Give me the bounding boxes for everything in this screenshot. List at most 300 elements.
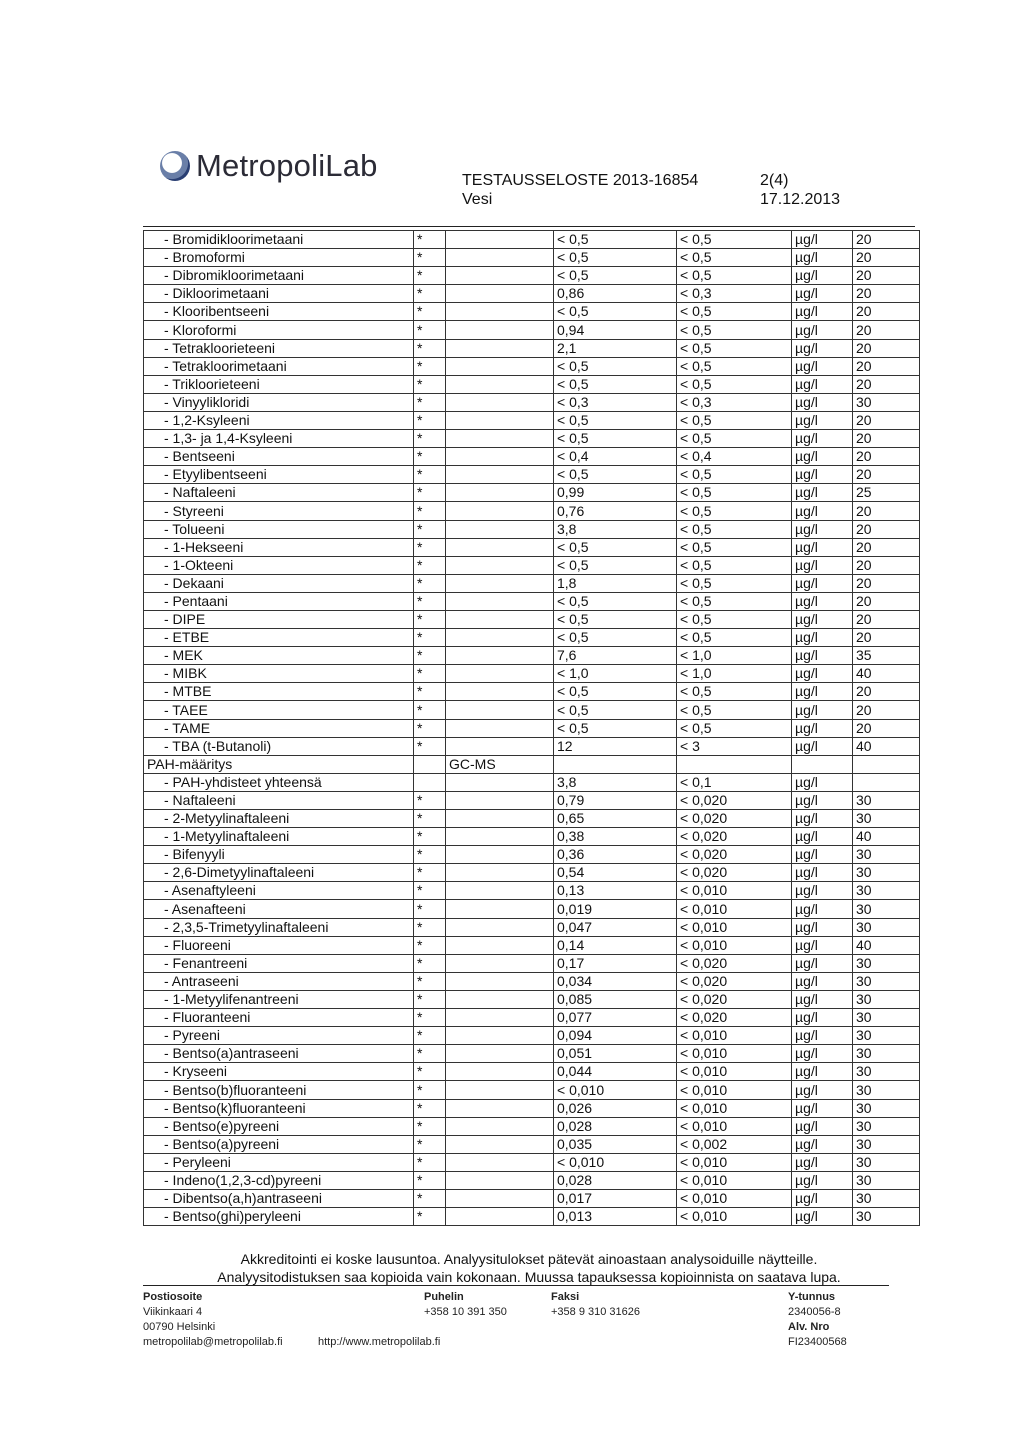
analyte-name: - 1-Okteeni bbox=[144, 556, 414, 574]
analyte-name: - Dekaani bbox=[144, 574, 414, 592]
unit-cell: µg/l bbox=[792, 520, 853, 538]
accreditation-flag: * bbox=[414, 990, 446, 1008]
detection-limit: < 0,010 bbox=[677, 1081, 792, 1099]
accreditation-flag: * bbox=[414, 1208, 446, 1226]
result-value: < 0,5 bbox=[554, 249, 677, 267]
result-value: < 0,5 bbox=[554, 357, 677, 375]
analyte-name: - Naftaleeni bbox=[144, 791, 414, 809]
analyte-name: - Pentaani bbox=[144, 592, 414, 610]
analyte-name: - Kloroformi bbox=[144, 321, 414, 339]
uncertainty-percent: 30 bbox=[853, 1208, 920, 1226]
detection-limit: < 0,5 bbox=[677, 321, 792, 339]
result-value: 2,1 bbox=[554, 339, 677, 357]
analyte-name: - 1-Hekseeni bbox=[144, 538, 414, 556]
analyte-name: PAH-määritys bbox=[144, 755, 414, 773]
method-cell bbox=[446, 990, 554, 1008]
table-row bbox=[144, 719, 920, 737]
result-value: 0,76 bbox=[554, 502, 677, 520]
results-table-body bbox=[144, 231, 920, 1226]
unit-cell: µg/l bbox=[792, 846, 853, 864]
result-value: 0,017 bbox=[554, 1189, 677, 1207]
analyte-name: - Tetrakloorimetaani bbox=[144, 357, 414, 375]
table-row bbox=[144, 303, 920, 321]
uncertainty-percent: 30 bbox=[853, 864, 920, 882]
uncertainty-percent: 35 bbox=[853, 647, 920, 665]
footer-phone bbox=[424, 1290, 507, 1320]
method-cell bbox=[446, 828, 554, 846]
uncertainty-percent: 20 bbox=[853, 719, 920, 737]
detection-limit: < 0,002 bbox=[677, 1135, 792, 1153]
table-row bbox=[144, 1135, 920, 1153]
email-link[interactable]: metropolilab@metropolilab.fi bbox=[143, 1336, 283, 1348]
table-row bbox=[144, 1009, 920, 1027]
accreditation-flag: * bbox=[414, 285, 446, 303]
table-row bbox=[144, 629, 920, 647]
result-value: < 0,5 bbox=[554, 538, 677, 556]
uncertainty-percent: 20 bbox=[853, 538, 920, 556]
detection-limit: < 0,5 bbox=[677, 411, 792, 429]
result-value: < 0,010 bbox=[554, 1081, 677, 1099]
uncertainty-percent: 25 bbox=[853, 484, 920, 502]
detection-limit: < 0,010 bbox=[677, 1117, 792, 1135]
method-cell bbox=[446, 448, 554, 466]
analyte-name: - Bifenyyli bbox=[144, 846, 414, 864]
unit-cell: µg/l bbox=[792, 484, 853, 502]
result-value bbox=[554, 755, 677, 773]
table-row bbox=[144, 502, 920, 520]
uncertainty-percent: 20 bbox=[853, 629, 920, 647]
unit-cell: µg/l bbox=[792, 411, 853, 429]
unit-cell: µg/l bbox=[792, 448, 853, 466]
result-value: 0,54 bbox=[554, 864, 677, 882]
analyte-name: - DIPE bbox=[144, 610, 414, 628]
accreditation-flag: * bbox=[414, 1009, 446, 1027]
method-cell bbox=[446, 1189, 554, 1207]
analyte-name: - TAME bbox=[144, 719, 414, 737]
accreditation-flag bbox=[414, 755, 446, 773]
detection-limit: < 0,5 bbox=[677, 484, 792, 502]
uncertainty-percent: 20 bbox=[853, 701, 920, 719]
accreditation-flag: * bbox=[414, 936, 446, 954]
result-value: 0,051 bbox=[554, 1045, 677, 1063]
unit-cell: µg/l bbox=[792, 1081, 853, 1099]
analyte-name: - MTBE bbox=[144, 683, 414, 701]
fax-number: +358 9 310 31626 bbox=[551, 1306, 641, 1318]
unit-cell: µg/l bbox=[792, 737, 853, 755]
detection-limit: < 0,010 bbox=[677, 900, 792, 918]
unit-cell: µg/l bbox=[792, 900, 853, 918]
accreditation-flag: * bbox=[414, 484, 446, 502]
method-cell bbox=[446, 556, 554, 574]
result-value: 0,36 bbox=[554, 846, 677, 864]
footer-fax bbox=[551, 1290, 640, 1320]
method-cell bbox=[446, 1117, 554, 1135]
method-cell: GC-MS bbox=[446, 755, 554, 773]
detection-limit: < 0,010 bbox=[677, 1208, 792, 1226]
result-value: 0,094 bbox=[554, 1027, 677, 1045]
method-cell bbox=[446, 864, 554, 882]
table-row bbox=[144, 647, 920, 665]
accreditation-flag: * bbox=[414, 1081, 446, 1099]
postiosoite-label: Postiosoite bbox=[143, 1291, 203, 1303]
analyte-name: - Bromidikloorimetaani bbox=[144, 231, 414, 249]
result-value: < 0,5 bbox=[554, 629, 677, 647]
analyte-name: - 2,6-Dimetyylinaftaleeni bbox=[144, 864, 414, 882]
table-row bbox=[144, 900, 920, 918]
method-cell bbox=[446, 357, 554, 375]
table-row bbox=[144, 357, 920, 375]
detection-limit: < 0,5 bbox=[677, 430, 792, 448]
table-row bbox=[144, 1063, 920, 1081]
detection-limit: < 0,010 bbox=[677, 1045, 792, 1063]
unit-cell: µg/l bbox=[792, 321, 853, 339]
detection-limit: < 0,010 bbox=[677, 1189, 792, 1207]
footer-company-ids bbox=[788, 1290, 847, 1350]
analyte-name: - PAH-yhdisteet yhteensä bbox=[144, 773, 414, 791]
accreditation-flag: * bbox=[414, 267, 446, 285]
page-number: 2(4) bbox=[760, 172, 789, 189]
report-title: TESTAUSSELOSTE 2013-16854 bbox=[462, 172, 699, 189]
unit-cell: µg/l bbox=[792, 972, 853, 990]
method-cell bbox=[446, 647, 554, 665]
analyte-name: - Bentso(a)pyreeni bbox=[144, 1135, 414, 1153]
uncertainty-percent: 20 bbox=[853, 303, 920, 321]
result-value: < 0,5 bbox=[554, 466, 677, 484]
method-cell bbox=[446, 321, 554, 339]
detection-limit: < 0,5 bbox=[677, 357, 792, 375]
unit-cell: µg/l bbox=[792, 1171, 853, 1189]
table-row bbox=[144, 538, 920, 556]
method-cell bbox=[446, 502, 554, 520]
detection-limit: < 0,020 bbox=[677, 990, 792, 1008]
analyte-name: - Dibromikloorimetaani bbox=[144, 267, 414, 285]
detection-limit: < 0,020 bbox=[677, 954, 792, 972]
unit-cell: µg/l bbox=[792, 339, 853, 357]
detection-limit: < 0,010 bbox=[677, 936, 792, 954]
accreditation-flag: * bbox=[414, 339, 446, 357]
detection-limit bbox=[677, 755, 792, 773]
result-value: 3,8 bbox=[554, 773, 677, 791]
analyte-name: - Bromoformi bbox=[144, 249, 414, 267]
analyte-name: - Asenafteeni bbox=[144, 900, 414, 918]
table-row bbox=[144, 1189, 920, 1207]
result-value: 0,013 bbox=[554, 1208, 677, 1226]
accreditation-flag: * bbox=[414, 1135, 446, 1153]
analyte-name: - 2,3,5-Trimetyylinaftaleeni bbox=[144, 918, 414, 936]
puhelin-label: Puhelin bbox=[424, 1291, 464, 1303]
unit-cell: µg/l bbox=[792, 990, 853, 1008]
table-row bbox=[144, 701, 920, 719]
uncertainty-percent: 30 bbox=[853, 1009, 920, 1027]
uncertainty-percent bbox=[853, 773, 920, 791]
accreditation-flag: * bbox=[414, 719, 446, 737]
method-cell bbox=[446, 267, 554, 285]
table-row bbox=[144, 610, 920, 628]
accreditation-flag: * bbox=[414, 1027, 446, 1045]
result-value: 0,085 bbox=[554, 990, 677, 1008]
accreditation-flag: * bbox=[414, 393, 446, 411]
detection-limit: < 0,010 bbox=[677, 918, 792, 936]
analyte-name: - Fenantreeni bbox=[144, 954, 414, 972]
uncertainty-percent: 20 bbox=[853, 466, 920, 484]
result-value: < 0,5 bbox=[554, 592, 677, 610]
method-cell bbox=[446, 574, 554, 592]
accreditation-flag: * bbox=[414, 303, 446, 321]
unit-cell: µg/l bbox=[792, 267, 853, 285]
logo-text: MetropoliLab bbox=[196, 148, 378, 183]
analyte-name: - Dibentso(a,h)antraseeni bbox=[144, 1189, 414, 1207]
unit-cell: µg/l bbox=[792, 249, 853, 267]
method-cell bbox=[446, 231, 554, 249]
table-row bbox=[144, 683, 920, 701]
detection-limit: < 0,3 bbox=[677, 393, 792, 411]
accreditation-flag: * bbox=[414, 502, 446, 520]
table-row bbox=[144, 791, 920, 809]
detection-limit: < 0,020 bbox=[677, 972, 792, 990]
accreditation-flag: * bbox=[414, 647, 446, 665]
unit-cell: µg/l bbox=[792, 574, 853, 592]
accreditation-flag: * bbox=[414, 1189, 446, 1207]
accreditation-note: Akkreditointi ei koske lausuntoa. Analyysitulokset pätevät ainoastaan analysoiduille näytteille. bbox=[240, 1251, 818, 1267]
detection-limit: < 0,5 bbox=[677, 267, 792, 285]
table-row bbox=[144, 520, 920, 538]
uncertainty-percent: 20 bbox=[853, 339, 920, 357]
result-value: 0,38 bbox=[554, 828, 677, 846]
method-cell bbox=[446, 430, 554, 448]
result-value: < 0,5 bbox=[554, 556, 677, 574]
report-date: 17.12.2013 bbox=[760, 191, 841, 208]
table-row bbox=[144, 737, 920, 755]
unit-cell: µg/l bbox=[792, 430, 853, 448]
result-value: 0,13 bbox=[554, 882, 677, 900]
method-cell bbox=[446, 249, 554, 267]
method-cell bbox=[446, 285, 554, 303]
method-cell bbox=[446, 520, 554, 538]
detection-limit: < 0,3 bbox=[677, 285, 792, 303]
method-cell bbox=[446, 773, 554, 791]
accreditation-flag: * bbox=[414, 610, 446, 628]
analyte-name: - Bentseeni bbox=[144, 448, 414, 466]
result-value: 0,028 bbox=[554, 1171, 677, 1189]
unit-cell: µg/l bbox=[792, 502, 853, 520]
table-row bbox=[144, 285, 920, 303]
unit-cell: µg/l bbox=[792, 375, 853, 393]
method-cell bbox=[446, 1135, 554, 1153]
detection-limit: < 0,5 bbox=[677, 339, 792, 357]
accreditation-flag: * bbox=[414, 520, 446, 538]
analyte-name: - TAEE bbox=[144, 701, 414, 719]
uncertainty-percent: 30 bbox=[853, 1099, 920, 1117]
table-row bbox=[144, 1208, 920, 1226]
method-cell bbox=[446, 737, 554, 755]
detection-limit: < 1,0 bbox=[677, 647, 792, 665]
analyte-name: - Bentso(b)fluoranteeni bbox=[144, 1081, 414, 1099]
detection-limit: < 0,5 bbox=[677, 466, 792, 484]
accreditation-flag: * bbox=[414, 846, 446, 864]
analyte-name: - Asenaftyleeni bbox=[144, 882, 414, 900]
result-value: 0,86 bbox=[554, 285, 677, 303]
method-cell bbox=[446, 466, 554, 484]
table-row bbox=[144, 1081, 920, 1099]
analyte-name: - ETBE bbox=[144, 629, 414, 647]
table-row bbox=[144, 556, 920, 574]
uncertainty-percent: 20 bbox=[853, 592, 920, 610]
result-value: < 0,5 bbox=[554, 267, 677, 285]
method-cell bbox=[446, 1027, 554, 1045]
accreditation-flag: * bbox=[414, 918, 446, 936]
unit-cell: µg/l bbox=[792, 665, 853, 683]
accreditation-flag: * bbox=[414, 430, 446, 448]
table-row bbox=[144, 665, 920, 683]
result-value: < 0,5 bbox=[554, 701, 677, 719]
uncertainty-percent: 30 bbox=[853, 900, 920, 918]
unit-cell: µg/l bbox=[792, 357, 853, 375]
unit-cell bbox=[792, 755, 853, 773]
accreditation-flag: * bbox=[414, 972, 446, 990]
table-row bbox=[144, 448, 920, 466]
table-row bbox=[144, 1153, 920, 1171]
unit-cell: µg/l bbox=[792, 285, 853, 303]
analyte-name: - Pyreeni bbox=[144, 1027, 414, 1045]
accreditation-flag: * bbox=[414, 701, 446, 719]
analyte-name: - Indeno(1,2,3-cd)pyreeni bbox=[144, 1171, 414, 1189]
uncertainty-percent: 40 bbox=[853, 828, 920, 846]
analyte-name: - Etyylibentseeni bbox=[144, 466, 414, 484]
unit-cell: µg/l bbox=[792, 936, 853, 954]
method-cell bbox=[446, 411, 554, 429]
unit-cell: µg/l bbox=[792, 1135, 853, 1153]
uncertainty-percent: 30 bbox=[853, 1117, 920, 1135]
uncertainty-percent bbox=[853, 755, 920, 773]
result-value: 0,94 bbox=[554, 321, 677, 339]
unit-cell: µg/l bbox=[792, 864, 853, 882]
method-cell bbox=[446, 882, 554, 900]
method-cell bbox=[446, 954, 554, 972]
detection-limit: < 0,5 bbox=[677, 303, 792, 321]
unit-cell: µg/l bbox=[792, 1027, 853, 1045]
analyte-name: - Kryseeni bbox=[144, 1063, 414, 1081]
accreditation-flag: * bbox=[414, 1117, 446, 1135]
detection-limit: < 0,010 bbox=[677, 1063, 792, 1081]
detection-limit: < 0,5 bbox=[677, 502, 792, 520]
method-cell bbox=[446, 936, 554, 954]
accreditation-flag: * bbox=[414, 1153, 446, 1171]
result-value: < 0,5 bbox=[554, 303, 677, 321]
accreditation-flag: * bbox=[414, 538, 446, 556]
unit-cell: µg/l bbox=[792, 610, 853, 628]
detection-limit: < 0,5 bbox=[677, 249, 792, 267]
result-value: < 0,5 bbox=[554, 430, 677, 448]
uncertainty-percent: 20 bbox=[853, 502, 920, 520]
accreditation-flag: * bbox=[414, 321, 446, 339]
unit-cell: µg/l bbox=[792, 231, 853, 249]
uncertainty-percent: 30 bbox=[853, 393, 920, 411]
uncertainty-percent: 30 bbox=[853, 810, 920, 828]
method-cell bbox=[446, 393, 554, 411]
analyte-name: - Tolueeni bbox=[144, 520, 414, 538]
uncertainty-percent: 20 bbox=[853, 411, 920, 429]
table-row bbox=[144, 864, 920, 882]
uncertainty-percent: 20 bbox=[853, 231, 920, 249]
accreditation-flag: * bbox=[414, 592, 446, 610]
result-value: 0,17 bbox=[554, 954, 677, 972]
unit-cell: µg/l bbox=[792, 1153, 853, 1171]
detection-limit: < 0,010 bbox=[677, 1153, 792, 1171]
uncertainty-percent: 20 bbox=[853, 520, 920, 538]
uncertainty-percent: 30 bbox=[853, 990, 920, 1008]
unit-cell: µg/l bbox=[792, 1045, 853, 1063]
method-cell bbox=[446, 484, 554, 502]
faksi-label: Faksi bbox=[551, 1291, 580, 1303]
analyte-name: - Bentso(ghi)peryleeni bbox=[144, 1208, 414, 1226]
phone-number: +358 10 391 350 bbox=[424, 1306, 507, 1318]
detection-limit: < 0,5 bbox=[677, 701, 792, 719]
method-cell bbox=[446, 1171, 554, 1189]
unit-cell: µg/l bbox=[792, 647, 853, 665]
method-cell bbox=[446, 1153, 554, 1171]
detection-limit: < 0,5 bbox=[677, 375, 792, 393]
table-row bbox=[144, 339, 920, 357]
analyte-name: - Klooribentseeni bbox=[144, 303, 414, 321]
unit-cell: µg/l bbox=[792, 1189, 853, 1207]
detection-limit: < 0,020 bbox=[677, 864, 792, 882]
unit-cell: µg/l bbox=[792, 393, 853, 411]
result-value: < 0,010 bbox=[554, 1153, 677, 1171]
uncertainty-percent: 30 bbox=[853, 1135, 920, 1153]
ytunnus-label: Y-tunnus bbox=[788, 1291, 836, 1303]
method-cell bbox=[446, 339, 554, 357]
table-row bbox=[144, 1099, 920, 1117]
method-cell bbox=[446, 791, 554, 809]
result-value: 0,026 bbox=[554, 1099, 677, 1117]
detection-limit: < 0,5 bbox=[677, 538, 792, 556]
analyte-name: - MIBK bbox=[144, 665, 414, 683]
table-row bbox=[144, 466, 920, 484]
result-value: 7,6 bbox=[554, 647, 677, 665]
detection-limit: < 0,010 bbox=[677, 1099, 792, 1117]
method-cell bbox=[446, 665, 554, 683]
detection-limit: < 0,020 bbox=[677, 791, 792, 809]
result-value: 0,019 bbox=[554, 900, 677, 918]
uncertainty-percent: 20 bbox=[853, 610, 920, 628]
detection-limit: < 1,0 bbox=[677, 665, 792, 683]
method-cell bbox=[446, 1045, 554, 1063]
unit-cell: µg/l bbox=[792, 719, 853, 737]
method-cell bbox=[446, 918, 554, 936]
detection-limit: < 0,1 bbox=[677, 773, 792, 791]
web-link[interactable]: http://www.metropolilab.fi bbox=[318, 1336, 441, 1348]
accreditation-flag: * bbox=[414, 1063, 446, 1081]
uncertainty-percent: 40 bbox=[853, 665, 920, 683]
analyte-name: - 1,2-Ksyleeni bbox=[144, 411, 414, 429]
uncertainty-percent: 30 bbox=[853, 1027, 920, 1045]
uncertainty-percent: 40 bbox=[853, 737, 920, 755]
table-row bbox=[144, 810, 920, 828]
uncertainty-percent: 20 bbox=[853, 430, 920, 448]
table-row bbox=[144, 972, 920, 990]
analyte-name: - MEK bbox=[144, 647, 414, 665]
unit-cell: µg/l bbox=[792, 592, 853, 610]
detection-limit: < 0,020 bbox=[677, 846, 792, 864]
analyte-name: - Bentso(k)fluoranteeni bbox=[144, 1099, 414, 1117]
method-cell bbox=[446, 1009, 554, 1027]
result-value: 3,8 bbox=[554, 520, 677, 538]
detection-limit: < 0,5 bbox=[677, 683, 792, 701]
result-value: 0,034 bbox=[554, 972, 677, 990]
accreditation-flag: * bbox=[414, 1171, 446, 1189]
accreditation-flag: * bbox=[414, 665, 446, 683]
table-row bbox=[144, 828, 920, 846]
